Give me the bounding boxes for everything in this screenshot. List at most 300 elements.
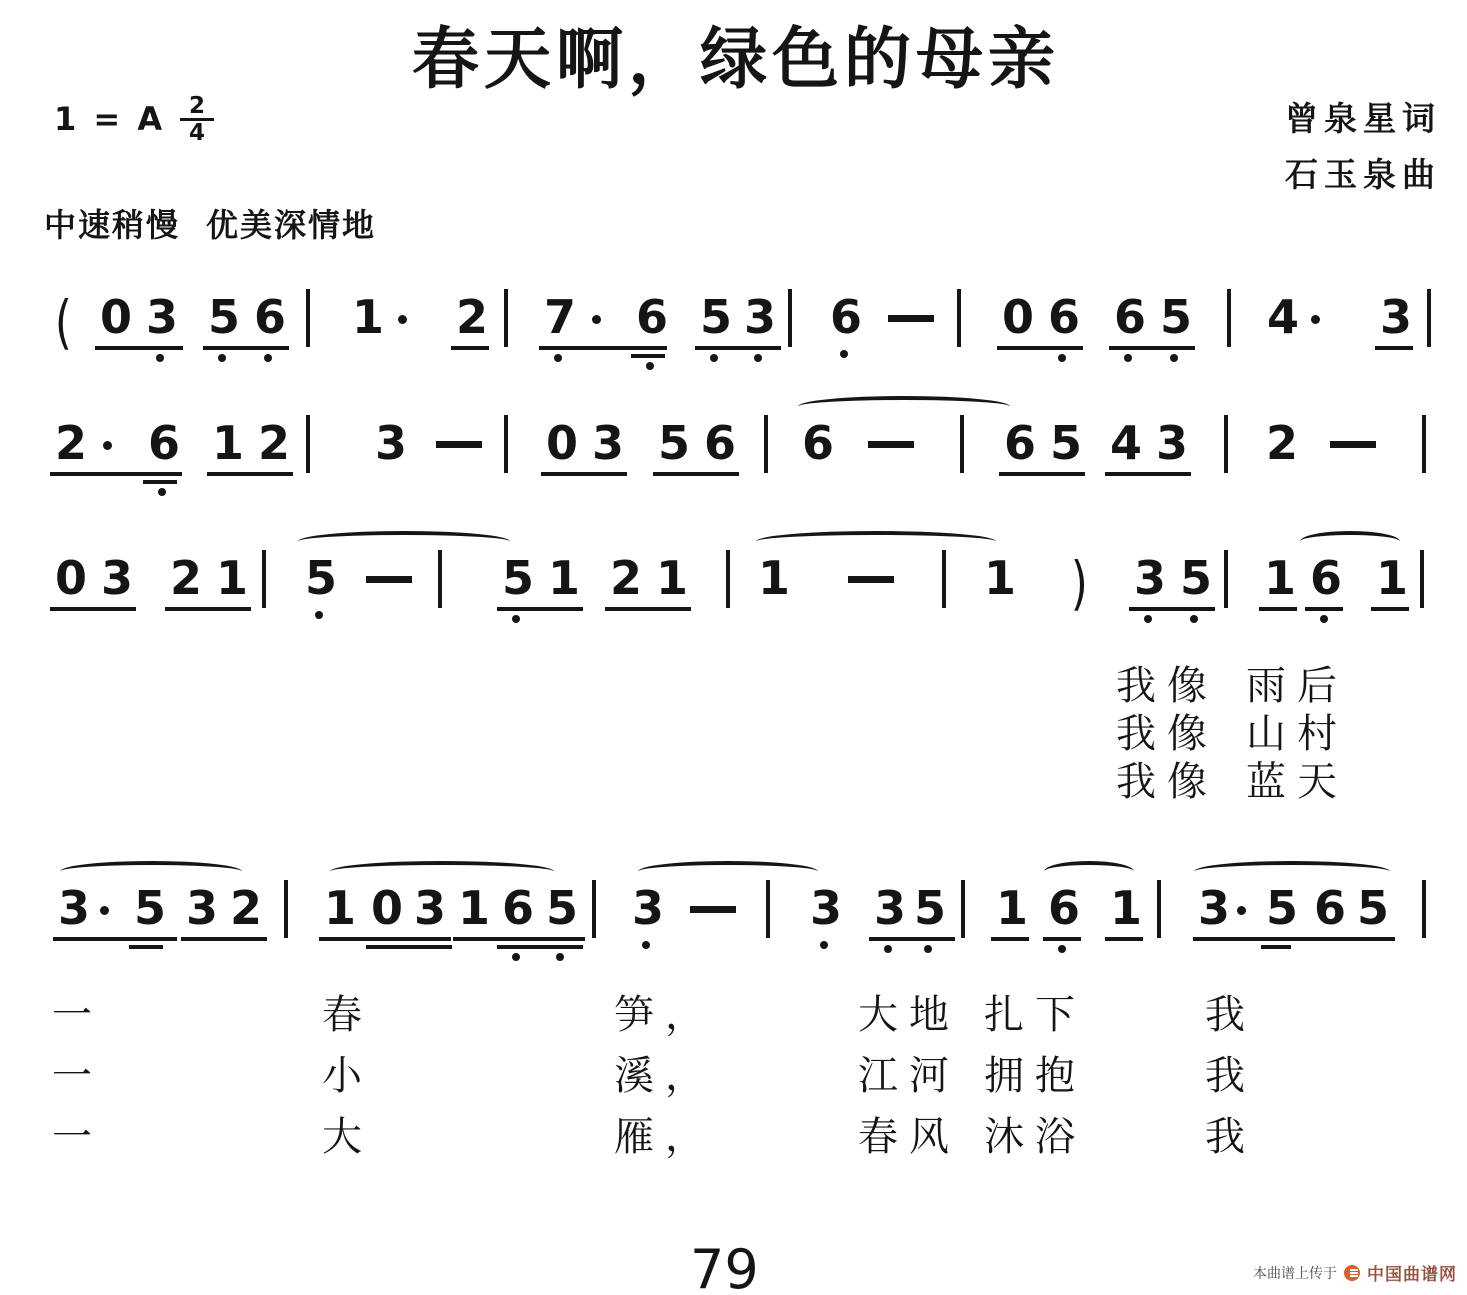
slur-tie bbox=[1044, 861, 1134, 882]
watermark-site-name: 中国曲谱网 bbox=[1367, 1265, 1457, 1284]
barline-mark bbox=[504, 289, 508, 347]
low-octave-dot bbox=[1144, 615, 1152, 623]
barline bbox=[504, 292, 508, 347]
note-number: 2 bbox=[258, 416, 291, 470]
note-number: 3 bbox=[744, 290, 777, 344]
barline bbox=[1420, 553, 1424, 608]
note-4 bbox=[1267, 292, 1299, 342]
dot-mark bbox=[1237, 906, 1246, 915]
barline-mark bbox=[957, 289, 961, 347]
beam-underline bbox=[203, 346, 289, 350]
note-1 bbox=[324, 883, 356, 933]
low-octave-dot bbox=[158, 488, 166, 496]
low-octave-dot bbox=[754, 354, 762, 362]
note-number: 3 bbox=[58, 881, 91, 935]
dash-mark bbox=[436, 441, 482, 448]
lyric-word: 笋， bbox=[614, 992, 716, 1037]
beam-underline bbox=[53, 937, 177, 941]
note-number: 6 bbox=[1048, 290, 1081, 344]
note-5 bbox=[700, 292, 732, 342]
site-logo-icon bbox=[1344, 1265, 1360, 1281]
note-3 bbox=[632, 883, 664, 933]
note-number: 3 bbox=[101, 551, 134, 605]
barline-mark bbox=[504, 415, 508, 473]
notation-line-1 bbox=[0, 288, 1467, 388]
dash-mark bbox=[690, 906, 736, 913]
note-6 bbox=[1048, 883, 1080, 933]
barline bbox=[961, 883, 965, 938]
beam-underline bbox=[1259, 607, 1297, 611]
barline bbox=[726, 553, 730, 608]
note-5 bbox=[502, 553, 534, 603]
key-signature: 1 = A bbox=[54, 100, 166, 138]
note-number: 0 bbox=[100, 290, 133, 344]
note-number: 1 bbox=[324, 881, 357, 935]
note-number: 2 bbox=[55, 416, 88, 470]
low-octave-dot bbox=[884, 945, 892, 953]
note-number: 1 bbox=[458, 881, 491, 935]
lyric-word: 我 bbox=[1205, 1114, 1256, 1159]
barline bbox=[1422, 418, 1426, 473]
note-3 bbox=[414, 883, 446, 933]
note-number: 5 bbox=[1357, 881, 1390, 935]
barline bbox=[438, 553, 442, 608]
dash-mark bbox=[868, 441, 914, 448]
slur-tie bbox=[330, 861, 554, 882]
note-number: 5 bbox=[134, 881, 167, 935]
note-2 bbox=[1266, 418, 1298, 468]
note-number: 7 bbox=[544, 290, 577, 344]
note-2 bbox=[230, 883, 262, 933]
note-1 bbox=[1264, 553, 1296, 603]
beam-underline bbox=[653, 472, 739, 476]
barline bbox=[592, 883, 596, 938]
barline bbox=[1224, 418, 1228, 473]
note-1 bbox=[758, 553, 790, 603]
dash-mark bbox=[848, 576, 894, 583]
note-number: 3 bbox=[414, 881, 447, 935]
low-octave-dot bbox=[1170, 354, 1178, 362]
note-5 bbox=[546, 883, 578, 933]
note-number: 5 bbox=[208, 290, 241, 344]
page-number: 79 bbox=[690, 1238, 759, 1295]
note-2 bbox=[170, 553, 202, 603]
lyric-word: 江河 bbox=[858, 1053, 960, 1098]
slur-tie bbox=[1194, 861, 1390, 882]
beam-underline bbox=[50, 472, 182, 476]
note-5 bbox=[1357, 883, 1389, 933]
note-number: 3 bbox=[1134, 551, 1167, 605]
beam-underline bbox=[1309, 937, 1395, 941]
beam-underline bbox=[1109, 346, 1195, 350]
note-6 bbox=[254, 292, 286, 342]
note-number: 6 bbox=[254, 290, 287, 344]
composer-credit: 石玉泉曲 bbox=[1285, 158, 1441, 194]
dash-extension bbox=[366, 553, 412, 583]
note-6 bbox=[802, 418, 834, 468]
note-number: 5 bbox=[1160, 290, 1193, 344]
note-6 bbox=[1310, 553, 1342, 603]
barline-mark bbox=[1420, 550, 1424, 608]
note-4 bbox=[1110, 418, 1142, 468]
tempo-speed: 中速稍慢 bbox=[44, 207, 181, 243]
lyric-word: 拥抱 bbox=[984, 1053, 1086, 1098]
song-title: 春天啊，绿色的母亲 bbox=[412, 23, 1060, 97]
slur-tie bbox=[1300, 531, 1400, 552]
note-number: 5 bbox=[1050, 416, 1083, 470]
beam-underline bbox=[999, 472, 1085, 476]
low-octave-dot bbox=[924, 945, 932, 953]
note-1 bbox=[212, 418, 244, 468]
note-2 bbox=[55, 418, 87, 468]
beam-underline bbox=[539, 346, 667, 350]
note-number: 1 bbox=[656, 551, 689, 605]
lyric-word: 我像 bbox=[1116, 663, 1218, 708]
note-3 bbox=[744, 292, 776, 342]
note-1 bbox=[996, 883, 1028, 933]
note-number: 5 bbox=[1180, 551, 1213, 605]
barline-mark bbox=[1422, 415, 1426, 473]
barline-mark bbox=[961, 880, 965, 938]
open-paren bbox=[52, 288, 75, 356]
note-number: 5 bbox=[1266, 881, 1299, 935]
augmentation-dot bbox=[592, 292, 601, 324]
low-octave-dot bbox=[264, 354, 272, 362]
note-5 bbox=[1180, 553, 1212, 603]
note-number: 3 bbox=[1380, 290, 1413, 344]
low-octave-dot bbox=[840, 350, 848, 358]
note-number: 3 bbox=[810, 881, 843, 935]
barline bbox=[766, 883, 770, 938]
beam-underline bbox=[997, 346, 1083, 350]
note-5 bbox=[134, 883, 166, 933]
note-6 bbox=[830, 292, 862, 342]
note-number: 6 bbox=[830, 290, 863, 344]
beam-underline bbox=[1043, 937, 1081, 941]
note-1 bbox=[216, 553, 248, 603]
note-number: 1 bbox=[996, 881, 1029, 935]
barline bbox=[764, 418, 768, 473]
beam-underline bbox=[50, 607, 136, 611]
low-octave-dot bbox=[512, 953, 520, 961]
beam-underline bbox=[497, 607, 583, 611]
barline-mark bbox=[262, 550, 266, 608]
tempo-marking bbox=[44, 200, 376, 246]
note-6 bbox=[148, 418, 180, 468]
note-number: 1 bbox=[216, 551, 249, 605]
beam-underline bbox=[165, 607, 251, 611]
lyric-word: 一 bbox=[52, 1053, 103, 1098]
note-number: 3 bbox=[874, 881, 907, 935]
note-0 bbox=[546, 418, 578, 468]
lyric-word: 我 bbox=[1205, 1053, 1256, 1098]
note-number: 0 bbox=[546, 416, 579, 470]
beam-underline bbox=[695, 346, 781, 350]
note-number: 3 bbox=[632, 881, 665, 935]
note-0 bbox=[100, 292, 132, 342]
low-octave-dot bbox=[1058, 354, 1066, 362]
beam-underline bbox=[319, 937, 451, 941]
note-number: 6 bbox=[636, 290, 669, 344]
note-3 bbox=[1380, 292, 1412, 342]
note-3 bbox=[1156, 418, 1188, 468]
note-1 bbox=[656, 553, 688, 603]
augmentation-dot bbox=[100, 883, 109, 915]
note-6 bbox=[704, 418, 736, 468]
barline-mark bbox=[438, 550, 442, 608]
lyric-word: 小 bbox=[322, 1053, 373, 1098]
note-number: 1 bbox=[548, 551, 581, 605]
barline-mark bbox=[1427, 289, 1431, 347]
note-3 bbox=[186, 883, 218, 933]
note-number: 5 bbox=[502, 551, 535, 605]
note-3 bbox=[375, 418, 407, 468]
low-octave-dot bbox=[1320, 615, 1328, 623]
lyricist-credit: 曾泉星词 bbox=[1285, 102, 1441, 138]
note-number: 6 bbox=[1314, 881, 1347, 935]
slur-tie bbox=[798, 396, 1010, 417]
barline bbox=[262, 553, 266, 608]
lyric-word: 我像 bbox=[1116, 759, 1218, 804]
barline-mark bbox=[788, 289, 792, 347]
note-number: 0 bbox=[371, 881, 404, 935]
note-number: 2 bbox=[170, 551, 203, 605]
lyric-word: 溪， bbox=[614, 1053, 716, 1098]
beam-underline bbox=[1375, 346, 1413, 350]
note-number: 3 bbox=[592, 416, 625, 470]
watermark bbox=[1253, 1260, 1457, 1285]
slur-tie bbox=[756, 531, 996, 552]
dash-extension bbox=[436, 418, 482, 448]
beam-underline bbox=[1193, 937, 1311, 941]
time-signature-numerator: 2 bbox=[180, 94, 214, 121]
note-number: 0 bbox=[1002, 290, 1035, 344]
note-6 bbox=[636, 292, 668, 342]
note-3 bbox=[58, 883, 90, 933]
note-number: 1 bbox=[212, 416, 245, 470]
note-6 bbox=[1004, 418, 1036, 468]
note-1 bbox=[1110, 883, 1142, 933]
close-paren bbox=[1068, 549, 1091, 617]
lyric-word: 一 bbox=[52, 992, 103, 1037]
beam-underline-2 bbox=[631, 354, 665, 358]
beam-underline-2 bbox=[143, 480, 177, 484]
beam-underline bbox=[1105, 472, 1191, 476]
barline-mark bbox=[764, 415, 768, 473]
note-0 bbox=[1002, 292, 1034, 342]
note-number: 2 bbox=[456, 290, 489, 344]
barline bbox=[1422, 883, 1426, 938]
low-octave-dot bbox=[218, 354, 226, 362]
close-paren-glyph: ) bbox=[1070, 549, 1088, 617]
time-signature-denominator: 4 bbox=[188, 120, 205, 146]
note-3 bbox=[101, 553, 133, 603]
note-1 bbox=[458, 883, 490, 933]
time-signature bbox=[180, 94, 214, 145]
note-3 bbox=[1198, 883, 1230, 933]
note-number: 0 bbox=[55, 551, 88, 605]
note-0 bbox=[55, 553, 87, 603]
note-number: 3 bbox=[186, 881, 219, 935]
dash-extension bbox=[868, 418, 914, 448]
barline bbox=[788, 292, 792, 347]
lyric-word: 春风 bbox=[858, 1114, 960, 1159]
beam-underline bbox=[207, 472, 293, 476]
note-6 bbox=[1048, 292, 1080, 342]
barline bbox=[960, 418, 964, 473]
lyric-word: 大地 bbox=[858, 992, 960, 1037]
lyric-word: 雨后 bbox=[1246, 663, 1348, 708]
lyric-word: 我 bbox=[1205, 992, 1256, 1037]
lyric-word: 雁， bbox=[614, 1114, 716, 1159]
note-number: 5 bbox=[914, 881, 947, 935]
dash-extension bbox=[690, 883, 736, 913]
note-5 bbox=[658, 418, 690, 468]
low-octave-dot bbox=[156, 354, 164, 362]
low-octave-dot bbox=[1058, 945, 1066, 953]
note-5 bbox=[1050, 418, 1082, 468]
barline-mark bbox=[306, 289, 310, 347]
note-5 bbox=[1266, 883, 1298, 933]
note-number: 1 bbox=[984, 551, 1017, 605]
barline-mark bbox=[1224, 550, 1228, 608]
note-number: 5 bbox=[546, 881, 579, 935]
note-5 bbox=[1160, 292, 1192, 342]
slur-tie bbox=[60, 861, 242, 882]
beam-underline-2 bbox=[1261, 945, 1291, 949]
note-5 bbox=[305, 553, 337, 603]
beam-underline bbox=[541, 472, 627, 476]
note-3 bbox=[592, 418, 624, 468]
watermark-text: 本曲谱上传于 bbox=[1253, 1264, 1337, 1281]
note-3 bbox=[146, 292, 178, 342]
lyric-word: 我像 bbox=[1116, 711, 1218, 756]
beam-underline bbox=[991, 937, 1029, 941]
beam-underline bbox=[453, 937, 585, 941]
note-number: 3 bbox=[1198, 881, 1231, 935]
lyric-word: 一 bbox=[52, 1114, 103, 1159]
note-number: 3 bbox=[1156, 416, 1189, 470]
note-number: 6 bbox=[704, 416, 737, 470]
barline bbox=[1227, 292, 1231, 347]
slur-tie bbox=[298, 531, 510, 552]
low-octave-dot bbox=[512, 615, 520, 623]
note-number: 6 bbox=[1004, 416, 1037, 470]
notation-line-2 bbox=[0, 418, 1467, 514]
low-octave-dot bbox=[646, 362, 654, 370]
note-number: 3 bbox=[375, 416, 408, 470]
augmentation-dot bbox=[398, 292, 407, 324]
barline-mark bbox=[306, 415, 310, 473]
dot-mark bbox=[1311, 315, 1320, 324]
dash-mark bbox=[366, 576, 412, 583]
beam-underline bbox=[605, 607, 691, 611]
barline-mark bbox=[1157, 880, 1161, 938]
lyric-word: 扎下 bbox=[984, 992, 1086, 1037]
barline bbox=[504, 418, 508, 473]
slur-tie bbox=[638, 861, 818, 882]
note-number: 5 bbox=[305, 551, 338, 605]
low-octave-dot bbox=[820, 941, 828, 949]
note-1 bbox=[548, 553, 580, 603]
notation-line-4 bbox=[0, 883, 1467, 979]
beam-underline bbox=[1105, 937, 1143, 941]
beam-underline bbox=[1305, 607, 1343, 611]
note-6 bbox=[502, 883, 534, 933]
barline bbox=[942, 553, 946, 608]
low-octave-dot bbox=[642, 941, 650, 949]
note-number: 1 bbox=[1376, 551, 1409, 605]
lyric-word: 山村 bbox=[1246, 711, 1348, 756]
low-octave-dot bbox=[1190, 615, 1198, 623]
note-1 bbox=[352, 292, 384, 342]
barline bbox=[1157, 883, 1161, 938]
notation-line-3 bbox=[0, 549, 1467, 649]
note-number: 6 bbox=[148, 416, 181, 470]
open-paren-glyph: ( bbox=[54, 288, 72, 356]
note-0 bbox=[371, 883, 403, 933]
dot-mark bbox=[100, 906, 109, 915]
barline-mark bbox=[942, 550, 946, 608]
note-2 bbox=[610, 553, 642, 603]
beam-underline-2 bbox=[497, 945, 583, 949]
note-number: 2 bbox=[1266, 416, 1299, 470]
low-octave-dot bbox=[1124, 354, 1132, 362]
beam-underline-2 bbox=[129, 945, 163, 949]
dot-mark bbox=[103, 441, 112, 450]
note-number: 6 bbox=[802, 416, 835, 470]
beam-underline bbox=[95, 346, 183, 350]
low-octave-dot bbox=[315, 611, 323, 619]
note-number: 1 bbox=[1264, 551, 1297, 605]
dash-extension bbox=[848, 553, 894, 583]
note-3 bbox=[810, 883, 842, 933]
barline bbox=[306, 418, 310, 473]
augmentation-dot bbox=[1311, 292, 1320, 324]
note-5 bbox=[208, 292, 240, 342]
note-number: 2 bbox=[610, 551, 643, 605]
note-number: 6 bbox=[1114, 290, 1147, 344]
lyric-word: 大 bbox=[322, 1114, 373, 1159]
dash-extension bbox=[888, 292, 934, 322]
note-number: 1 bbox=[758, 551, 791, 605]
note-1 bbox=[984, 553, 1016, 603]
barline bbox=[957, 292, 961, 347]
note-number: 1 bbox=[352, 290, 385, 344]
credits bbox=[1285, 92, 1441, 204]
note-3 bbox=[1134, 553, 1166, 603]
dash-mark bbox=[1330, 441, 1376, 448]
barline bbox=[1224, 553, 1228, 608]
barline-mark bbox=[1224, 415, 1228, 473]
beam-underline bbox=[181, 937, 267, 941]
dash-extension bbox=[1330, 418, 1376, 448]
barline-mark bbox=[1227, 289, 1231, 347]
low-octave-dot bbox=[710, 354, 718, 362]
augmentation-dot bbox=[1237, 883, 1246, 915]
barline-mark bbox=[1422, 880, 1426, 938]
note-5 bbox=[914, 883, 946, 933]
barline-mark bbox=[284, 880, 288, 938]
barline bbox=[306, 292, 310, 347]
barline-mark bbox=[592, 880, 596, 938]
note-number: 4 bbox=[1267, 290, 1300, 344]
beam-underline bbox=[869, 937, 955, 941]
beam-underline bbox=[1129, 607, 1215, 611]
note-number: 3 bbox=[146, 290, 179, 344]
beam-underline bbox=[451, 346, 489, 350]
beam-underline bbox=[1371, 607, 1409, 611]
